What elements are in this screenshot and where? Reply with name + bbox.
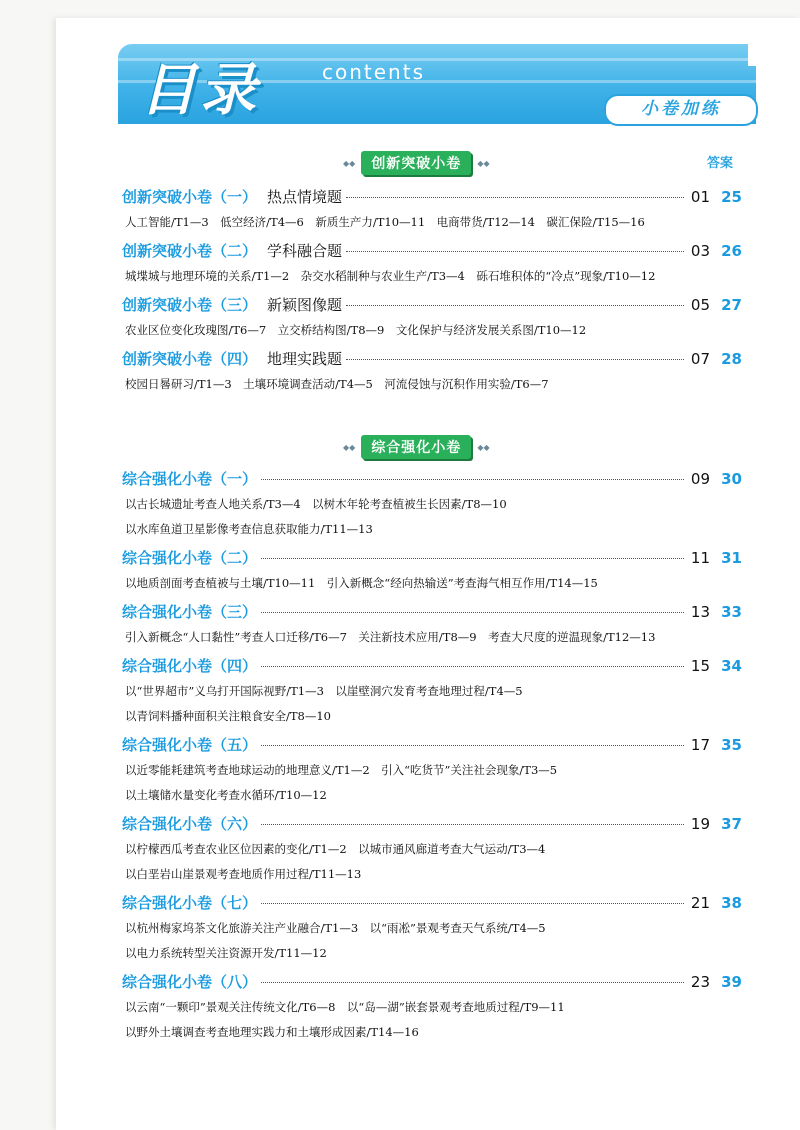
- leader-dots: [346, 197, 684, 198]
- page-number: 01: [690, 188, 710, 206]
- entry-title: 综合强化小卷（一）: [122, 470, 258, 488]
- toc-entry[interactable]: [122, 655, 742, 679]
- entry-topics: 以地质剖面考查植被与土壤/T10—11 引入新概念“经向热输送”考查海气相互作用/T14—15: [125, 576, 598, 590]
- leader-dots: [346, 251, 684, 252]
- entry-title: 综合强化小卷（四）: [122, 657, 258, 675]
- section-header-innovation: [343, 152, 490, 174]
- answer-page-number: 30: [721, 470, 742, 488]
- section-badge: 综合强化小卷: [361, 435, 471, 459]
- entry-title: 综合强化小卷（二）: [122, 549, 258, 567]
- entry-topics: 以杭州梅家坞茶文化旅游关注产业融合/T1—3 以“雨凇”景观考查天气系统/T4—5: [125, 921, 546, 935]
- entry-title: 创新突破小卷（一）: [122, 188, 258, 206]
- entry-topics: 以土壤储水量变化考查水循环/T10—12: [125, 788, 327, 802]
- leader-dots: [261, 982, 684, 983]
- page-number: 09: [690, 470, 710, 488]
- leader-dots: [261, 558, 684, 559]
- section-deco-right: ◆◆: [477, 158, 490, 168]
- series-tag: 小卷加练: [604, 94, 758, 126]
- toc-entry[interactable]: [122, 892, 742, 916]
- answer-page-number: 35: [721, 736, 742, 754]
- page-title: 目录: [140, 58, 260, 123]
- leader-dots: [346, 305, 684, 306]
- entry-title: 综合强化小卷（三）: [122, 603, 258, 621]
- leader-dots: [261, 612, 684, 613]
- entry-subtitle: 热点情境题: [267, 188, 343, 206]
- answer-page-number: 31: [721, 549, 742, 567]
- entry-topics: 以云南“一颗印”景观关注传统文化/T6—8 以“岛—湖”嵌套景观考查地质过程/T9—11: [125, 1000, 565, 1014]
- page-sheet: [56, 18, 800, 1130]
- leader-dots: [261, 824, 684, 825]
- answer-page-number: 34: [721, 657, 742, 675]
- leader-dots: [261, 666, 684, 667]
- entry-topics: 以古长城遗址考查人地关系/T3—4 以树木年轮考查植被生长因素/T8—10: [125, 497, 507, 511]
- entry-title: 综合强化小卷（五）: [122, 736, 258, 754]
- answer-page-number: 26: [721, 242, 742, 260]
- entry-topics: 以柠檬西瓜考查农业区位因素的变化/T1—2 以城市通风廊道考查大气运动/T3—4: [125, 842, 546, 856]
- entry-topics: 以电力系统转型关注资源开发/T11—12: [125, 946, 327, 960]
- toc-entry[interactable]: [122, 813, 742, 837]
- entry-topics: 城堞城与地理环境的关系/T1—2 杂交水稻制种与农业生产/T3—4 砾石堆积体的“冷点”现象/T10—12: [125, 269, 656, 283]
- section-badge: 创新突破小卷: [361, 151, 471, 175]
- answer-page-number: 25: [721, 188, 742, 206]
- leader-dots: [261, 745, 684, 746]
- entry-title: 创新突破小卷（三）: [122, 296, 258, 314]
- entry-subtitle: 地理实践题: [267, 350, 343, 368]
- toc-entry[interactable]: [122, 547, 742, 571]
- answers-column-label: 答案: [707, 156, 734, 171]
- page-number: 21: [690, 894, 710, 912]
- page-number: 15: [690, 657, 710, 675]
- toc-entry[interactable]: [122, 294, 742, 318]
- entry-topics: 以近零能耗建筑考查地球运动的地理意义/T1—2 引入“吃货节”关注社会现象/T3—5: [125, 763, 558, 777]
- entry-topics: 以青饲料播种面积关注粮食安全/T8—10: [125, 709, 331, 723]
- answer-page-number: 37: [721, 815, 742, 833]
- banner-edge-mark: [748, 44, 756, 66]
- entry-title: 创新突破小卷（四）: [122, 350, 258, 368]
- page-title-english: contents: [322, 60, 425, 84]
- entry-topics: 以水库鱼道卫星影像考查信息获取能力/T11—13: [125, 522, 373, 536]
- answer-page-number: 33: [721, 603, 742, 621]
- answer-page-number: 38: [721, 894, 742, 912]
- entry-subtitle: 学科融合题: [267, 242, 343, 260]
- section-deco-right: ◆◆: [477, 442, 490, 452]
- entry-topics: 以野外土壤调查考查地理实践力和土壤形成因素/T14—16: [125, 1025, 419, 1039]
- toc-entry[interactable]: [122, 186, 742, 210]
- entry-topics: 农业区位变化玫瑰图/T6—7 立交桥结构图/T8—9 文化保护与经济发展关系图/T10—12: [125, 323, 587, 337]
- toc-entry[interactable]: [122, 240, 742, 264]
- answer-page-number: 27: [721, 296, 742, 314]
- page-number: 17: [690, 736, 710, 754]
- leader-dots: [261, 903, 684, 904]
- toc-entry[interactable]: [122, 601, 742, 625]
- toc-entry[interactable]: [122, 971, 742, 995]
- entry-title: 创新突破小卷（二）: [122, 242, 258, 260]
- toc-entry[interactable]: [122, 734, 742, 758]
- entry-title: 综合强化小卷（七）: [122, 894, 258, 912]
- toc-entry[interactable]: [122, 348, 742, 372]
- page-number: 19: [690, 815, 710, 833]
- section-deco-left: ◆◆: [343, 158, 356, 168]
- leader-dots: [346, 359, 684, 360]
- entry-topics: 人工智能/T1—3 低空经济/T4—6 新质生产力/T10—11 电商带货/T12—14 碳汇保险/T15—16: [125, 215, 645, 229]
- page-number: 11: [690, 549, 710, 567]
- page-number: 23: [690, 973, 710, 991]
- page-number: 03: [690, 242, 710, 260]
- answer-page-number: 28: [721, 350, 742, 368]
- entry-subtitle: 新颖图像题: [267, 296, 343, 314]
- section-deco-left: ◆◆: [343, 442, 356, 452]
- leader-dots: [261, 479, 684, 480]
- answer-page-number: 39: [721, 973, 742, 991]
- entry-title: 综合强化小卷（六）: [122, 815, 258, 833]
- section-header-comprehensive: [343, 436, 490, 458]
- entry-topics: 校园日晷研习/T1—3 土壤环境调查活动/T4—5 河流侵蚀与沉积作用实验/T6—7: [125, 377, 549, 391]
- page-number: 05: [690, 296, 710, 314]
- entry-topics: 以“世界超市”义乌打开国际视野/T1—3 以崖壁洞穴发育考查地理过程/T4—5: [125, 684, 523, 698]
- toc-entry[interactable]: [122, 468, 742, 492]
- entry-topics: 引入新概念“人口黏性”考查人口迁移/T6—7 关注新技术应用/T8—9 考查大尺度的逆温现象/T12—13: [125, 630, 656, 644]
- page-number: 13: [690, 603, 710, 621]
- entry-title: 综合强化小卷（八）: [122, 973, 258, 991]
- entry-topics: 以白垩岩山崖景观考查地质作用过程/T11—13: [125, 867, 362, 881]
- page-number: 07: [690, 350, 710, 368]
